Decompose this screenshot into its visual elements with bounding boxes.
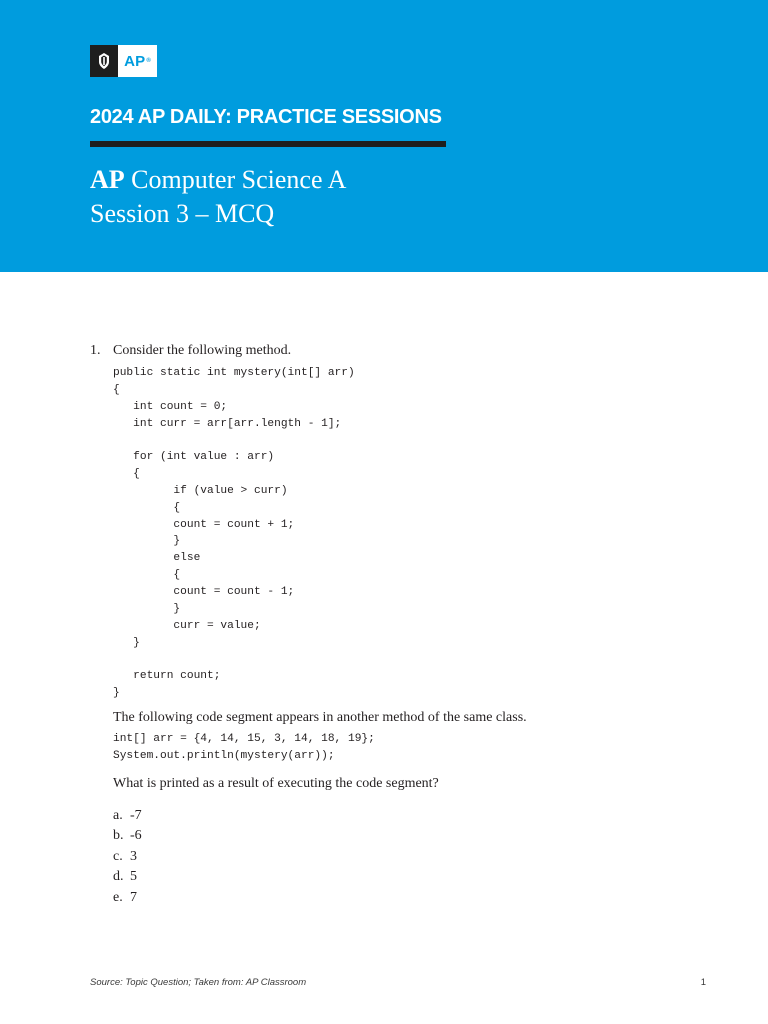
option-b[interactable] bbox=[113, 826, 703, 847]
option-text: 5 bbox=[130, 869, 137, 885]
session-label: Session 3 – MCQ bbox=[90, 199, 275, 228]
question-number: 1. bbox=[90, 343, 101, 358]
option-text: 7 bbox=[130, 889, 137, 905]
question-prompt: Consider the following method. bbox=[113, 343, 292, 358]
option-letter: c. bbox=[113, 848, 123, 864]
course-line bbox=[90, 163, 346, 197]
page-number: 1 bbox=[700, 977, 706, 988]
answer-options bbox=[113, 806, 703, 909]
question-text: What is printed as a result of executing the code segment? bbox=[113, 775, 439, 791]
course-title bbox=[90, 163, 346, 231]
option-text: 3 bbox=[130, 848, 137, 864]
option-e[interactable] bbox=[113, 888, 703, 909]
option-letter: a. bbox=[113, 807, 123, 823]
ap-logo bbox=[90, 45, 157, 77]
method-code-block: public static int mystery(int[] arr) { int count = 0; int curr = arr[arr.length - 1]; for (int value : arr) { if (value > curr) { count = count + 1; } else { count = count - 1; } curr = value; } return count; } bbox=[113, 367, 355, 700]
header-banner bbox=[0, 0, 768, 272]
option-text: -7 bbox=[130, 807, 142, 823]
acorn-icon bbox=[90, 45, 118, 77]
option-c[interactable] bbox=[113, 847, 703, 868]
course-prefix: AP bbox=[90, 165, 125, 194]
option-d[interactable] bbox=[113, 867, 703, 888]
option-letter: d. bbox=[113, 869, 124, 885]
option-a[interactable] bbox=[113, 806, 703, 827]
title-divider bbox=[90, 141, 446, 147]
question-body bbox=[113, 342, 703, 909]
segment-code-block: int[] arr = {4, 14, 15, 3, 14, 18, 19}; System.out.println(mystery(arr)); bbox=[113, 732, 375, 762]
ap-logo-text bbox=[118, 45, 157, 77]
footer-source: Source: Topic Question; Taken from: AP Classroom bbox=[90, 977, 307, 988]
ap-logo-label: AP bbox=[124, 52, 146, 70]
option-letter: b. bbox=[113, 828, 124, 844]
option-text: -6 bbox=[130, 828, 142, 844]
segment-intro: The following code segment appears in another method of the same class. bbox=[113, 709, 527, 725]
registered-mark: ® bbox=[146, 58, 151, 64]
option-letter: e. bbox=[113, 889, 123, 905]
course-name: Computer Science A bbox=[131, 165, 347, 194]
series-title: 2024 AP DAILY: PRACTICE SESSIONS bbox=[90, 106, 442, 128]
